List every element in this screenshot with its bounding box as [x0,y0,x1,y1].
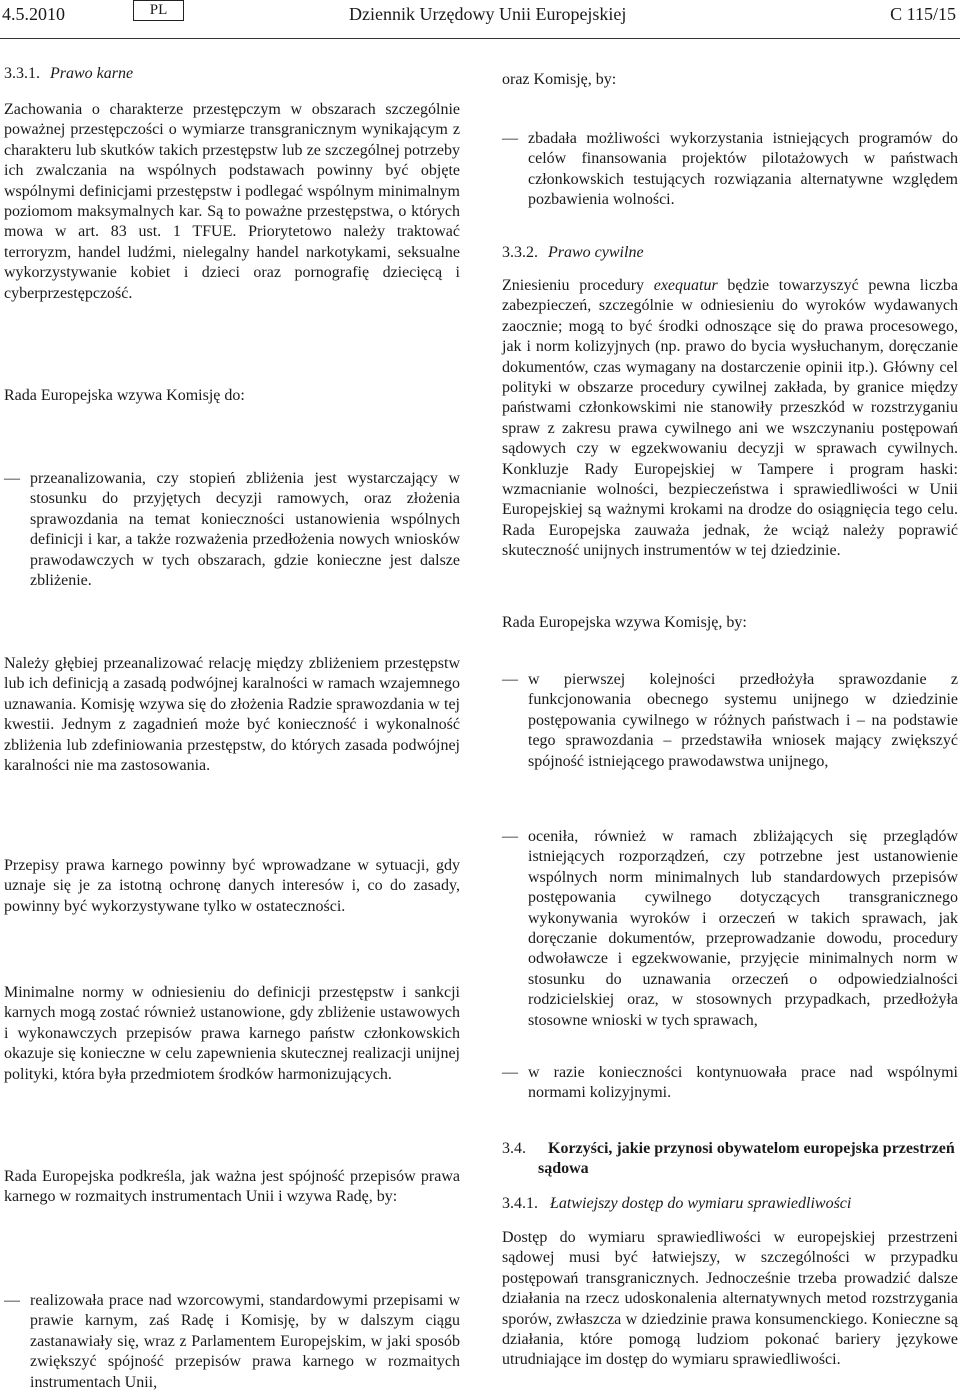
list-item-text: oceniła, również w ramach zbliżających się przeglądów istniejących rozporządzeń, czy potrzebne jest ustanowienie wspólnych norm minimalnych lub standardowych przepisów postępowania cywilnego dotyczących transgranicznego wykonywania wyroków i orzeczeń w takich sprawach, jak doręczanie dokumentów, przeprowadzanie dowodu, procedury odwoławcze i egzekwowanie, przyjęcie minimalnych norm w stosunku do uznawania orzeczeń o odpowiedzialności rodzicielskiej oraz, w stosownych przypadkach, przedłożyła stosowne wnioski w tych sprawach, [528,828,958,1029]
dash-marker: — [4,470,20,487]
list-item-text: w razie konieczności kontynuowała prace nad wspólnymi normami kolizyjnymi. [528,1064,958,1102]
paragraph: Przepisy prawa karnego powinny być wprowadzane w sytuacji, gdy uznaje się je za istotną ochronę danych interesów i, co do zasady, powinny być wykorzystywane tylko w ostateczności. [4,857,460,915]
section-number: 3.4.1. [502,1195,538,1212]
paragraph: Rada Europejska wzywa Komisję, by: [502,614,747,631]
list-item-text: realizowała prace nad wzorcowymi, standardowymi przepisami w prawie karnym, zaś Radę i Komisję, by w dalszym ciągu zastanawiały się, wraz z Parlamentem Europejskim, w jaki sposób zwiększyć spójność przepisów prawa karnego w rozmaitych instrumentach Unii, [30,1292,460,1391]
section-heading-3-4-1 [502,1194,851,1214]
section-heading-3-3-2 [502,243,644,263]
paragraph: oraz Komisję, by: [502,71,617,88]
paragraph: Rada Europejska podkreśla, jak ważna jest spójność przepisów prawa karnego w rozmaitych instrumentach Unii i wzywa Radę, by: [4,1168,460,1206]
dash-marker: — [4,1292,20,1309]
paragraph-text: będzie towarzyszyć pewna liczba zabezpieczeń, szczególnie w odniesieniu do wyroków wydawanych zaocznie; mogą to być środki odnoszące się do prawa procesowego, jak i norm kolizyjnych (np. prawo do bycia wysłuchanym, doręczanie dokumentów, czas wymagany na dostarczenie opinii itp.). Główny cel polityki w obszarze procedury cywilnej zakłada, by granice między państwami członkowskimi nie stanowiły przeszkód w rozstrzyganiu spraw z zakresu prawa cywilnego ani we wszczynaniu postępowań sądowych czy w egzekwowaniu decyzji w sprawach cywilnych. Konkluzje Rady Europejskiej w Tampere i program haski: wzmacnianie wolności, bezpieczeństwa i sprawiedliwości w Unii Europejskiej są ważnymi krokami na drodze do osiągnięcia tego celu. Rada Europejska zauważa jednak, że wciąż należy poprawić skuteczność unijnych instrumentów w tej dziedzinie. [502,277,958,560]
list-item-text: przeanalizowania, czy stopień zbliżenia jest wystarczający w stosunku do przyjętych decyzji ramowych, oraz złożenia sprawozdania na temat konieczności ustanowienia wspólnych definicji i kar, a także rozważenia przedłożenia nowych wniosków prawodawczych w tych obszarach, gdzie konieczne jest dalsze zbliżenie. [30,470,460,590]
dash-marker: — [502,130,518,147]
section-title: Łatwiejszy dostęp do wymiaru sprawiedliwości [550,1195,852,1212]
paragraph: Minimalne normy w odniesieniu do definicji przestępstw i sankcji karnych mogą zostać również ustanowione, gdy zbliżenie ustawowych i wykonawczych przepisów prawa karnego państw członkowskich okazuje się konieczne w celu zapewnienia skutecznej realizacji unijnej polityki, która była przedmiotem środków harmonizujących. [4,984,460,1083]
section-title: Korzyści, jakie przynosi obywatelom europejska przestrzeń sądowa [538,1140,955,1178]
page-header [0,0,960,36]
header-divider [0,38,960,39]
section-heading-3-4 [502,1139,958,1180]
section-heading-3-3-1 [4,64,133,84]
dash-marker: — [502,671,518,688]
paragraph: Należy głębiej przeanalizować relację między zbliżeniem przestępstw lub ich definicją a zasadą podwójnej karalności w ramach wzajemnego uznawania. Komisję wzywa się do złożenia Radzie sprawozdania w tej kwestii. Jednym z zagadnień może być konieczność i wykonalność zbliżenia lub zdefiniowania przestępstw, do których zasada podwójnej karalności nie ma zastosowania. [4,655,460,775]
paragraph-text: Zniesieniu procedury [502,277,654,294]
journal-title: Dziennik Urzędowy Unii Europejskiej [349,4,627,24]
section-title: Prawo cywilne [548,244,644,261]
list-item-text: zbadała możliwości wykorzystania istniejących programów do celów finansowania projektów pilotażowych w państwach członkowskich testujących rozwiązania alternatywne względem pozbawienia wolności. [528,130,958,209]
paragraph: Zachowania o charakterze przestępczym w obszarach szczególnie poważnej przestępczości o wymiarze transgranicznym wynikającym z charakteru lub skutków takich przestępstw lub ze szczególnej potrzeby ich zwalczania na wspólnych podstawach powinny być objęte wspólnymi definicjami przestępstw i podlegać wspólnym minimalnym poziomom maksymalnych kar. Są to poważne przestępstwa, o których mowa w art. 83 ust. 1 TFUE. Priorytetowo należy traktować terroryzm, handel ludźmi, nielegalny handel narkotykami, seksualne wykorzystywanie kobiet i dzieci oraz pornografię dziecięcą i cyberprzestępczość. [4,101,460,302]
paragraph-italic-term: exequatur [653,277,718,294]
dash-marker: — [502,828,518,845]
paragraph [502,276,958,562]
page-number: C 115/15 [890,4,956,24]
section-title: Prawo karne [50,65,134,82]
section-number: 3.4. [502,1140,526,1157]
language-badge: PL [133,0,184,21]
section-number: 3.3.2. [502,244,538,261]
paragraph: Dostęp do wymiaru sprawiedliwości w europejskiej przestrzeni sądowej musi być łatwiejszy, w szczególności w przypadku postępowań transgranicznych. Jednocześnie trzeba prowadzić dalsze działania na rzecz udoskonalenia alternatywnych metod rozstrzygania sporów, zwłaszcza w dziedzinie prawa konsumenckiego. Konieczne są działania, które pomogą ludziom pokonać bariery językowe utrudniające im dostęp do wymiaru sprawiedliwości. [502,1229,958,1369]
section-number: 3.3.1. [4,65,40,82]
list-item-text: w pierwszej kolejności przedłożyła sprawozdanie z funkcjonowania obecnego systemu unijnego w dziedzinie postępowania cywilnego w różnych państwach i – na podstawie tego sprawozdania – przedstawiła wniosek mający zwiększyć spójność istniejącego prawodawstwa unijnego, [528,671,958,770]
dash-marker: — [502,1064,518,1081]
publication-date: 4.5.2010 [2,4,65,24]
paragraph: Rada Europejska wzywa Komisję do: [4,387,245,404]
